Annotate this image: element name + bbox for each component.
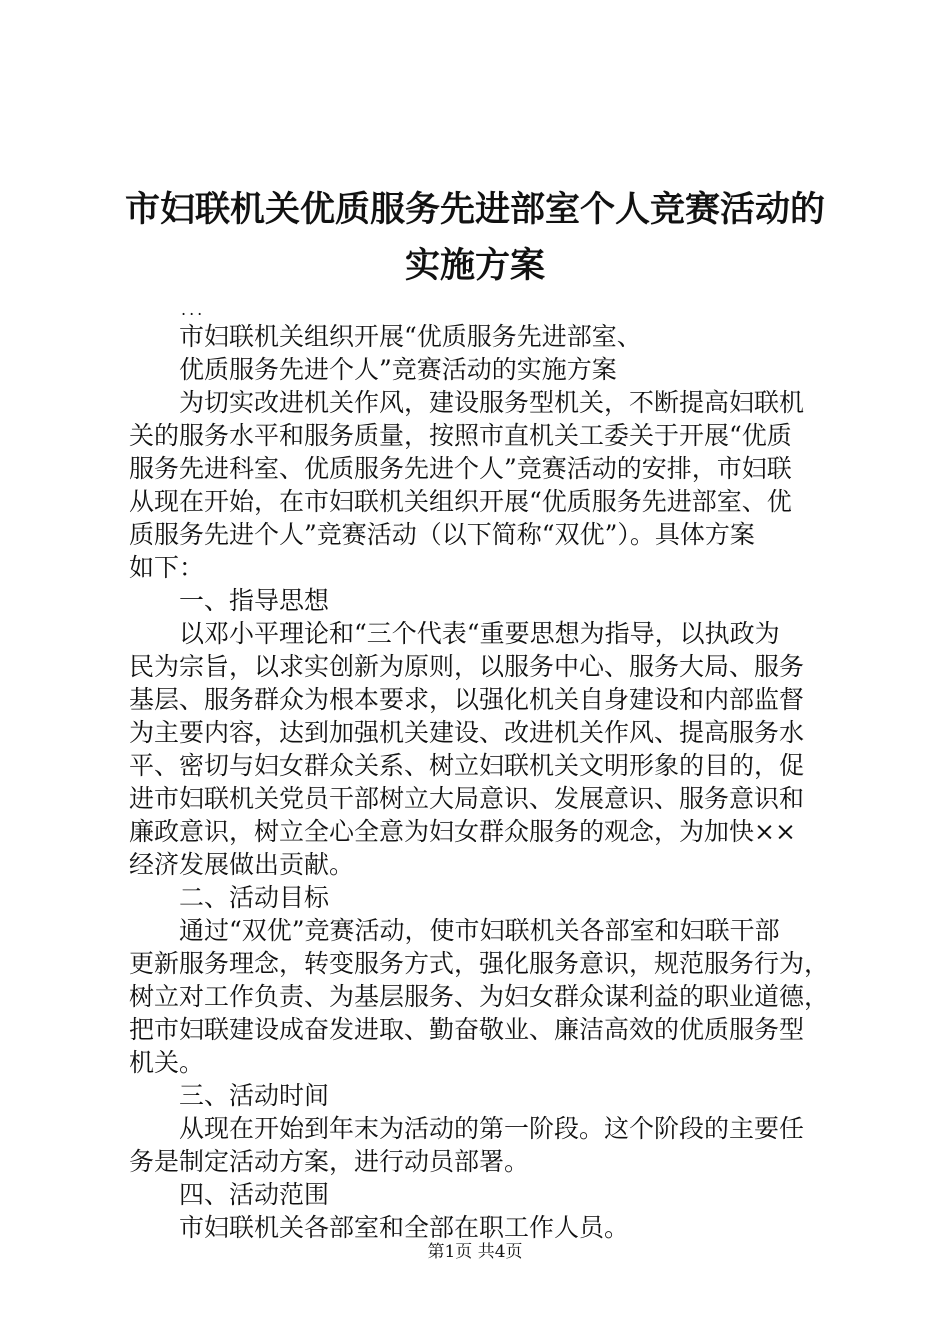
text-line: 以邓小平理论和“三个代表“重要思想为指导，以执政为 <box>179 619 780 648</box>
text-line: 基层、服务群众为根本要求，以强化机关自身建设和内部监督 <box>129 685 805 714</box>
text-line: 为主要内容，达到加强机关建设、改进机关作风、提高服务水 <box>129 718 805 747</box>
section-heading: 一、指导思想 <box>179 586 330 615</box>
text-line: 民为宗旨，以求实创新为原则，以服务中心、服务大局、服务 <box>129 652 805 681</box>
text-line: 服务先进科室、优质服务先进个人”竞赛活动的安排，市妇联 <box>129 454 792 483</box>
text-line: 通过“双优”竞赛活动，使市妇联机关各部室和妇联干部 <box>179 916 780 945</box>
text-line: 市妇联机关各部室和全部在职工作人员。 <box>179 1213 630 1242</box>
text-line: 平、密切与妇女群众关系、树立妇联机关文明形象的目的，促 <box>129 751 805 780</box>
ellipsis-marker: ... <box>181 300 206 319</box>
text-line: 更新服务理念，转变服务方式，强化服务意识，规范服务行为， <box>129 949 830 978</box>
text-line: 优质服务先进个人”竞赛活动的实施方案 <box>179 355 617 384</box>
text-line: 从现在开始，在市妇联机关组织开展“优质服务先进部室、优 <box>129 487 792 516</box>
text-line: 从现在开始到年末为活动的第一阶段。这个阶段的主要任 <box>179 1114 805 1143</box>
section-heading: 四、活动范围 <box>179 1180 330 1209</box>
text-line: 质服务先进个人”竞赛活动（以下简称“双优”）。具体方案 <box>129 520 755 549</box>
text-line: 如下： <box>129 553 205 582</box>
text-line: 把市妇联建设成奋发进取、勤奋敬业、廉洁高效的优质服务型 <box>129 1015 805 1044</box>
text-line: 务是制定活动方案，进行动员部署。 <box>129 1147 530 1176</box>
text-line: 经济发展做出贡献。 <box>129 850 355 879</box>
section-heading: 二、活动目标 <box>179 883 330 912</box>
document-title-line-1: 市妇联机关优质服务先进部室个人竞赛活动的 <box>124 190 825 230</box>
document-body <box>129 300 835 1244</box>
text-line: 市妇联机关组织开展“优质服务先进部室、 <box>179 322 642 351</box>
text-line: 关的服务水平和服务质量，按照市直机关工委关于开展“优质 <box>129 421 792 450</box>
text-line: 进市妇联机关党员干部树立大局意识、发展意识、服务意识和 <box>129 784 805 813</box>
section-heading: 三、活动时间 <box>179 1081 330 1110</box>
text-line: 廉政意识，树立全心全意为妇女群众服务的观念，为加快×× <box>129 817 796 846</box>
page-number-footer: 第1页 共4页 <box>427 1242 523 1262</box>
text-line: 树立对工作负责、为基层服务、为妇女群众谋利益的职业道德， <box>129 982 830 1011</box>
text-line: 为切实改进机关作风，建设服务型机关，不断提高妇联机 <box>179 388 805 417</box>
document-title-line-2: 实施方案 <box>404 246 545 286</box>
text-line: 机关。 <box>129 1048 205 1077</box>
